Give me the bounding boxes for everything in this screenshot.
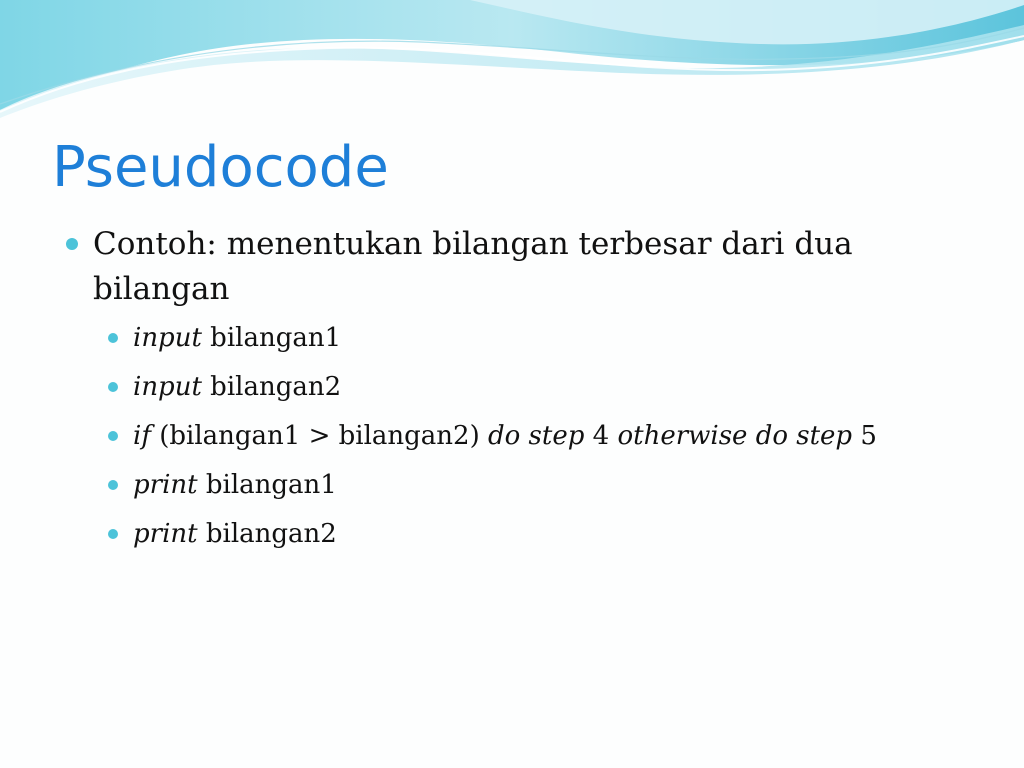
step-keyword: if bbox=[133, 421, 151, 451]
step-text: bilangan1 bbox=[210, 323, 342, 353]
step-keyword: input bbox=[133, 323, 202, 353]
step-text: bilangan2 bbox=[210, 372, 342, 402]
step-number: 5 bbox=[860, 421, 877, 451]
header-wave-decoration bbox=[0, 0, 1024, 130]
slide-body bbox=[66, 222, 966, 559]
round-bullet-icon bbox=[66, 238, 78, 250]
step-keyword: do step bbox=[488, 421, 585, 451]
round-bullet-icon bbox=[108, 431, 118, 441]
round-bullet-icon bbox=[108, 529, 118, 539]
step-text: bilangan2 bbox=[205, 519, 337, 549]
round-bullet-icon bbox=[108, 480, 118, 490]
step-keyword: otherwise do step bbox=[617, 421, 853, 451]
step-item bbox=[133, 510, 966, 559]
pseudocode-steps bbox=[66, 314, 966, 559]
step-item bbox=[133, 412, 966, 461]
step-number: 4 bbox=[592, 421, 610, 451]
main-bullet-text: Contoh: menentukan bilangan terbesar dari dua bilangan bbox=[93, 226, 853, 307]
step-item bbox=[133, 461, 966, 510]
step-keyword: print bbox=[133, 519, 198, 549]
step-keyword: input bbox=[133, 372, 202, 402]
round-bullet-icon bbox=[108, 333, 118, 343]
step-item bbox=[133, 363, 966, 412]
step-item bbox=[133, 314, 966, 363]
round-bullet-icon bbox=[108, 382, 118, 392]
step-text: bilangan1 bbox=[205, 470, 337, 500]
slide-title: Pseudocode bbox=[52, 135, 389, 200]
step-keyword: print bbox=[133, 470, 198, 500]
step-condition: (bilangan1 > bilangan2) bbox=[159, 421, 480, 451]
main-bullet-item bbox=[66, 222, 966, 312]
